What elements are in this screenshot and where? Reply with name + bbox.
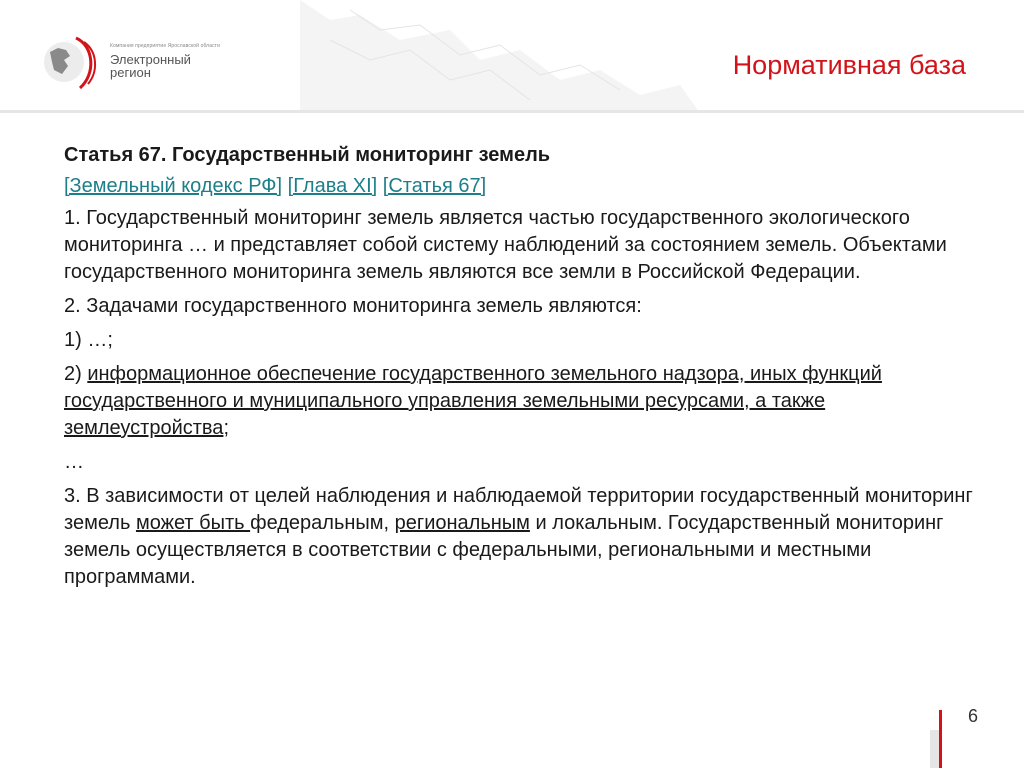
paragraph-2: 2. Задачами государственного мониторинга земель являются: (64, 295, 642, 317)
paragraph-1: 1. Государственный мониторинг земель является частью государственного экологического мониторинга … и представляет собой систему наблюдений за состоянием земель. Объектами государственного мониторинга земель являются все земли в Российской Федерации. (64, 207, 947, 283)
logo-line-1: Электронный (110, 52, 191, 67)
p6-part-2: федеральным, (250, 512, 395, 534)
logo-line-2: регион (110, 65, 151, 80)
paragraph-5: … (64, 451, 84, 473)
p6-part-3: и локальным. Государственный мониторинг земель осуществляется в соответствии с федеральными, региональными и местными программами. (64, 512, 944, 588)
header-divider (0, 110, 1024, 113)
footer-red-bar (939, 710, 942, 768)
footer-gray-bar (930, 730, 939, 768)
link-land-code[interactable]: [Земельный кодекс РФ] (64, 175, 283, 197)
logo-text (110, 53, 191, 79)
paragraph-6 (64, 483, 984, 591)
slide-body (64, 142, 984, 598)
link-article[interactable]: [Статья 67] (382, 175, 487, 197)
logo (38, 30, 220, 90)
slide-header (0, 0, 1024, 113)
p6-underlined-1: может быть (135, 512, 251, 534)
p4-underlined: информационное обеспечение государственного земельного надзора, иных функций государственного и муниципального управления земельными ресурсами, а также землеустройства (64, 363, 882, 439)
link-chapter[interactable]: [Глава XI] (287, 175, 378, 197)
logo-globe-icon (38, 34, 100, 90)
paragraph-3: 1) …; (64, 329, 113, 351)
paragraph-4 (64, 361, 984, 442)
page-number: 6 (968, 706, 979, 726)
reference-links (64, 173, 984, 200)
article-title: Статья 67. Государственный мониторинг земель (64, 144, 551, 166)
p4-suffix: ; (223, 417, 229, 439)
p6-underlined-2: региональным (394, 512, 530, 534)
p6-part-1: 3. В зависимости от целей наблюдения и наблюдаемой территории государственный мониторинг земель (64, 485, 973, 534)
p4-prefix: 2) (64, 363, 88, 385)
logo-small-text: Компания предприятие Ярославской области (110, 43, 220, 49)
slide-title: Нормативная база (732, 50, 966, 80)
